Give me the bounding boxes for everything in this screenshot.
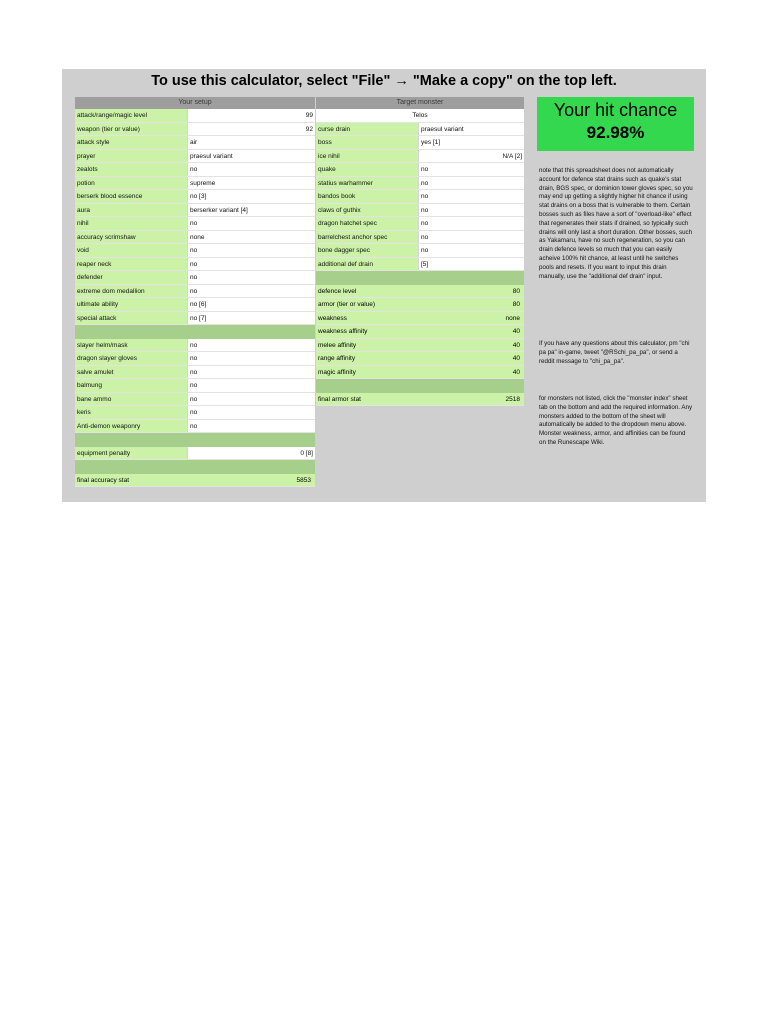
setting-input[interactable]: no — [187, 163, 315, 176]
setting-row — [316, 217, 524, 231]
setting-label: zealots — [75, 163, 187, 176]
stat-value[interactable]: 40 — [512, 368, 520, 376]
setting-row — [75, 352, 315, 366]
setting-input[interactable]: no — [418, 163, 524, 176]
setting-row — [75, 366, 315, 380]
setting-row — [75, 339, 315, 353]
setting-input[interactable]: no — [418, 217, 524, 230]
final-accuracy-value: 5853 — [296, 476, 311, 484]
setting-input[interactable]: no — [187, 406, 315, 419]
setting-input[interactable]: no — [418, 204, 524, 217]
final-armor-value: 2518 — [505, 395, 520, 403]
stat-value[interactable]: 40 — [512, 341, 520, 349]
setting-label: weapon (tier or value) — [75, 123, 187, 136]
setting-row — [75, 258, 315, 272]
setting-input[interactable]: no — [187, 352, 315, 365]
setting-input[interactable]: no — [187, 393, 315, 406]
setting-label: claws of guthix — [316, 204, 418, 217]
your-setup-header: Your setup — [75, 97, 315, 109]
setting-input[interactable]: no — [187, 258, 315, 271]
setting-input[interactable]: no — [418, 190, 524, 203]
separator — [75, 433, 315, 447]
stat-row — [316, 366, 524, 380]
setting-input[interactable]: air — [187, 136, 315, 149]
setting-label: ice nihil — [316, 150, 418, 163]
final-accuracy-row — [75, 474, 315, 488]
setting-row — [75, 150, 315, 164]
setting-row — [316, 123, 524, 137]
stat-row — [316, 352, 524, 366]
monster-select-row — [316, 109, 524, 123]
setting-label: aura — [75, 204, 187, 217]
setting-input[interactable]: no — [187, 244, 315, 257]
setting-label: attack/range/magic level — [75, 109, 187, 122]
setting-label: ultimate ability — [75, 298, 187, 311]
setting-row — [75, 271, 315, 285]
setting-label: nihil — [75, 217, 187, 230]
setting-input[interactable]: no — [187, 339, 315, 352]
setting-label: additional def drain — [316, 258, 418, 271]
stat-label: weakness affinity — [318, 328, 368, 335]
stat-label: defence level — [318, 287, 357, 295]
setting-row — [316, 136, 524, 150]
setting-row — [75, 109, 315, 123]
setting-label: bandos book — [316, 190, 418, 203]
setting-row — [316, 190, 524, 204]
setting-input[interactable]: 92 — [187, 123, 315, 136]
setting-row — [316, 258, 524, 272]
monster-select[interactable]: Telos — [316, 109, 524, 122]
hit-chance-label: Your hit chance — [553, 100, 678, 120]
setting-row — [316, 204, 524, 218]
setting-input[interactable]: none — [187, 231, 315, 244]
stat-label: melee affinity — [318, 341, 357, 349]
note-monsters: for monsters not listed, click the "monster index" sheet tab on the bottom and add the required information. Any monsters added to the bottom of the sheet will automatically be added to the dropdown menu above. Monster weakness, armor, and affinities can be found on the Runescape Wiki. — [539, 395, 693, 446]
hit-chance-box — [537, 97, 694, 151]
setting-input[interactable]: no [3] — [187, 190, 315, 203]
stat-label: magic affinity — [318, 368, 356, 376]
setting-input[interactable]: no — [187, 285, 315, 298]
separator — [75, 325, 315, 339]
setting-label: bane ammo — [75, 393, 187, 406]
setting-row — [75, 393, 315, 407]
final-accuracy-label: final accuracy stat — [77, 476, 130, 484]
setting-label: dragon hatchet spec — [316, 217, 418, 230]
setting-row — [75, 298, 315, 312]
setting-row — [75, 420, 315, 434]
setting-label: bone dagger spec — [316, 244, 418, 257]
setting-row — [316, 163, 524, 177]
setting-row — [75, 285, 315, 299]
target-monster-panel — [316, 97, 524, 406]
stat-row — [316, 285, 524, 299]
calculator-sheet — [62, 69, 706, 502]
final-armor-row — [316, 393, 524, 407]
stat-value[interactable]: 80 — [512, 301, 520, 308]
setting-label: special attack — [75, 312, 187, 325]
setting-row — [75, 136, 315, 150]
stat-value[interactable]: 40 — [512, 328, 520, 335]
setting-input[interactable]: no [6] — [187, 298, 315, 311]
setting-input[interactable]: [5] — [418, 258, 524, 271]
setting-label: statius warhammer — [316, 177, 418, 190]
setting-input[interactable]: N/A [2] — [418, 150, 524, 163]
setting-row — [75, 312, 315, 326]
setting-row — [75, 190, 315, 204]
setting-input[interactable]: no — [418, 177, 524, 190]
stat-row — [316, 298, 524, 312]
note-stat-drain: note that this spreadsheet does not automatically account for defence stat drains such as quake's stat drain, BGS spec, or dominion tower gloves spec, so you may end up getting a slightly higher hit chance if using stat drains on a boss that is vulnerable to them. Certain bosses such as files have a sort of "overload-like" effect that regenerates their stats if drained, so typically such drains will only last a short duration. Other bosses, such as Yakamaru, have no such regeneration, so you can drain defence levels so much that you can easily acheive 100% hit chance, at least until he switches pools and resets. If you want to input this drain manually, use the "additional def drain" input. — [539, 167, 693, 280]
target-monster-header: Target monster — [316, 97, 524, 109]
setting-label: defender — [75, 271, 187, 284]
separator — [316, 379, 524, 393]
setting-input[interactable]: no — [187, 420, 315, 433]
equipment-penalty-input[interactable]: 0 [8] — [187, 447, 315, 460]
setting-row — [75, 123, 315, 137]
setting-input[interactable]: 99 — [187, 109, 315, 122]
setting-input[interactable]: no — [187, 366, 315, 379]
hit-chance-value: 92.98% — [586, 123, 645, 142]
setting-input[interactable]: no [7] — [187, 312, 315, 325]
setting-row — [75, 379, 315, 393]
setting-label: curse drain — [316, 123, 418, 136]
note-contact: If you have any questions about this calculator, pm "chi pa pa" in-game, tweet "@RSchi_pa_pa", or send a reddit message to "chi_pa_pa". — [539, 340, 690, 365]
instruction-title: To use this calculator, select "File" → "Make a copy" on the top left. — [151, 73, 617, 89]
equipment-penalty-label: equipment penalty — [75, 447, 187, 460]
setting-label: slayer helm/mask — [75, 339, 187, 352]
stat-label: range affinity — [318, 355, 356, 362]
setting-input[interactable]: no — [187, 271, 315, 284]
setting-input[interactable]: yes [1] — [418, 136, 524, 149]
setting-label: balmung — [75, 379, 187, 392]
setting-row — [316, 177, 524, 191]
your-setup-panel — [75, 97, 315, 487]
equipment-penalty-row — [75, 447, 315, 461]
setting-input[interactable]: berserker variant [4] — [187, 204, 315, 217]
setting-label: attack style — [75, 136, 187, 149]
setting-input[interactable]: praesul variant — [418, 123, 524, 136]
stat-label: weakness — [318, 314, 347, 322]
setting-row — [316, 150, 524, 164]
setting-input[interactable]: no — [187, 217, 315, 230]
setting-input[interactable]: no — [418, 231, 524, 244]
stat-row — [316, 339, 524, 353]
setting-row — [75, 177, 315, 191]
setting-label: Anti-demon weaponry — [75, 420, 187, 433]
setting-label: dragon slayer gloves — [75, 352, 187, 365]
setting-label: prayer — [75, 150, 187, 163]
stat-row — [316, 312, 524, 326]
setting-label: potion — [75, 177, 187, 190]
setting-row — [316, 231, 524, 245]
setting-label: accuracy scrimshaw — [75, 231, 187, 244]
setting-label: berserk blood essence — [75, 190, 187, 203]
setting-label: quake — [316, 163, 418, 176]
stat-value[interactable]: 40 — [512, 355, 520, 362]
setting-label: barrelchest anchor spec — [316, 231, 418, 244]
setting-label: boss — [316, 136, 418, 149]
setting-row — [75, 244, 315, 258]
setting-label: reaper neck — [75, 258, 187, 271]
setting-input[interactable]: praesul variant — [187, 150, 315, 163]
separator — [75, 460, 315, 474]
setting-input[interactable]: supreme — [187, 177, 315, 190]
setting-label: salve amulet — [75, 366, 187, 379]
setting-label: void — [75, 244, 187, 257]
setting-row — [316, 244, 524, 258]
setting-row — [75, 217, 315, 231]
setting-row — [75, 231, 315, 245]
stat-label: armor (tier or value) — [318, 301, 376, 308]
final-armor-label: final armor stat — [318, 395, 361, 403]
separator — [316, 271, 524, 285]
setting-row — [75, 406, 315, 420]
stat-value[interactable]: 80 — [512, 287, 520, 295]
setting-input[interactable]: no — [418, 244, 524, 257]
setting-row — [75, 204, 315, 218]
setting-label: extreme dom medallion — [75, 285, 187, 298]
setting-label: keris — [75, 406, 187, 419]
setting-row — [75, 163, 315, 177]
stat-row — [316, 325, 524, 339]
setting-input[interactable]: no — [187, 379, 315, 392]
stat-value[interactable]: none — [505, 314, 520, 322]
